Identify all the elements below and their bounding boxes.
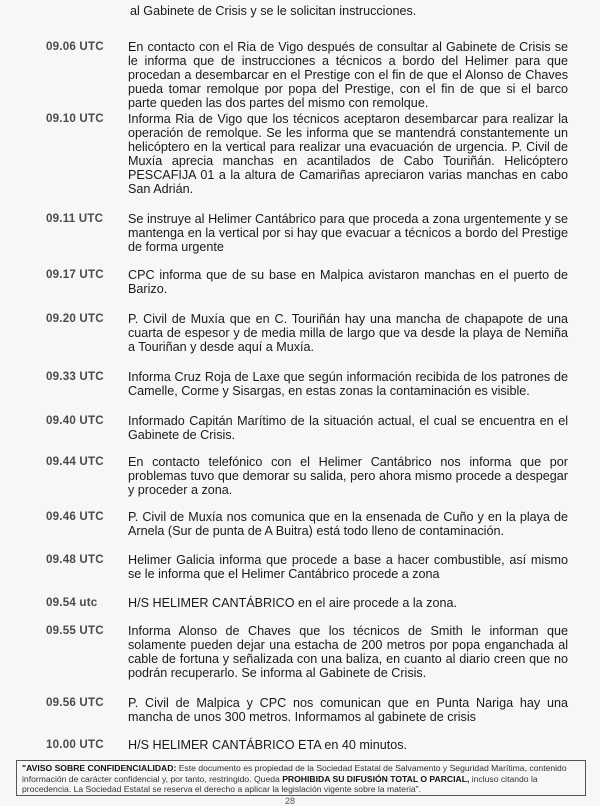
entry-time: 09.33 UTC — [46, 370, 104, 383]
entry-time: 09.17 UTC — [46, 268, 104, 281]
notice-text: incluso citando la procedencia. La Sociedad Estatal se reserva el derecho a aplicar la legislación vigente sobre la materia". — [22, 773, 538, 795]
continued-text-line: al Gabinete de Crisis y se le solicitan instrucciones. — [130, 4, 417, 18]
entry-time: 09.54 utc — [46, 596, 98, 609]
entry-text: CPC informa que de su base en Malpica avistaron manchas en el puerto de Barizo. — [128, 268, 568, 296]
entry-time: 09.46 UTC — [46, 510, 104, 523]
entry-text: Informa Ria de Vigo que los técnicos aceptaron desembarcar para realizar la operación de remolque. Se les informa que se mantendrá constantemente un helicóptero en la vertical para realizar una evacuación de urgencia. P. Civil de Muxía aprecia manchas en acantilados de Cabo Touriñán. Helicóptero PESCAFIJA 01 a la altura de Camariñas apreciaron varias manchas en cabo San Adrián. — [128, 112, 568, 196]
entry-time: 09.10 UTC — [46, 112, 104, 125]
entry-text: En contacto telefónico con el Helimer Cantábrico nos informa que por problemas tuvo que demorar su salida, pero ahora mismo procede a despegar y proceder a zona. — [128, 455, 568, 497]
entry-time: 09.11 UTC — [46, 212, 104, 225]
entry-text: P. Civil de Muxía nos comunica que en la ensenada de Cuño y en la playa de Arnela (Sur de punta de A Buitra) está todo lleno de contaminación. — [128, 510, 568, 538]
entry-time: 10.00 UTC — [46, 738, 104, 751]
entry-text: P. Civil de Malpica y CPC nos comunican que en Punta Nariga hay una mancha de unos 300 metros. Informamos al gabinete de crisis — [128, 696, 568, 724]
entry-time: 09.48 UTC — [46, 553, 104, 566]
entry-text: Informa Alonso de Chaves que los técnicos de Smith le informan que solamente pueden dejar una estacha de 200 metros por popa enganchada al cable de fortuna y señalizada con una baliza, en cuanto al diario creen que no podrán recuperarlo. Se informa al Gabinete de Crisis. — [128, 624, 568, 680]
entry-time: 09.40 UTC — [46, 414, 104, 427]
notice-emphasis: PROHIBIDA SU DIFUSIÓN TOTAL O PARCIAL, — [282, 773, 470, 784]
page-number: 28 — [285, 796, 296, 806]
entry-text: P. Civil de Muxía que en C. Touriñán hay una mancha de chapapote de una cuarta de espesor y de media milla de largo que va desde la playa de Nemiña a Touriñan y desde aquí a Muxía. — [128, 312, 568, 354]
entry-text: En contacto con el Ria de Vigo después de consultar al Gabinete de Crisis se le informa que de instrucciones a técnicos a bordo del Helimer para que procedan a desembarcar en el Prestige con el fin de que el Alonso de Chaves pueda tomar remolque por popa del Prestige, con el fin de que si el barco parte queden las dos partes del mismo con remolque. — [128, 40, 568, 110]
entry-text: Helimer Galicia informa que procede a base a hacer combustible, así mismo se le informa que el Helimer Cantábrico procede a zona — [128, 553, 568, 581]
entry-time: 09.20 UTC — [46, 312, 104, 325]
entry-text: Se instruye al Helimer Cantábrico para que proceda a zona urgentemente y se mantenga en la vertical por si hay que evacuar a técnicos a bordo del Prestige de forma urgente — [128, 212, 568, 254]
entry-text: Informado Capitán Marítimo de la situación actual, el cual se encuentra en el Gabinete de Crisis. — [128, 414, 568, 442]
entry-time: 09.55 UTC — [46, 624, 104, 637]
entry-text: H/S HELIMER CANTÁBRICO en el aire procede a la zona. — [128, 596, 457, 610]
notice-text: Este documento es propiedad de la Sociedad Estatal de Salvamento y Seguridad Marítima, contenido información de carácter confidencial y, por tanto, restringido. Queda — [22, 763, 567, 784]
confidentiality-notice — [16, 760, 586, 796]
entry-time: 09.44 UTC — [46, 455, 104, 468]
entry-time: 09.06 UTC — [46, 40, 104, 53]
entry-text: H/S HELIMER CANTÁBRICO ETA en 40 minutos. — [128, 738, 408, 752]
entry-text: Informa Cruz Roja de Laxe que según información recibida de los patrones de Camelle, Corme y Sisargas, en estas zonas la contaminación es visible. — [128, 370, 568, 398]
entry-time: 09.56 UTC — [46, 696, 104, 709]
notice-label: "AVISO SOBRE CONFIDENCIALIDAD: — [22, 763, 177, 773]
